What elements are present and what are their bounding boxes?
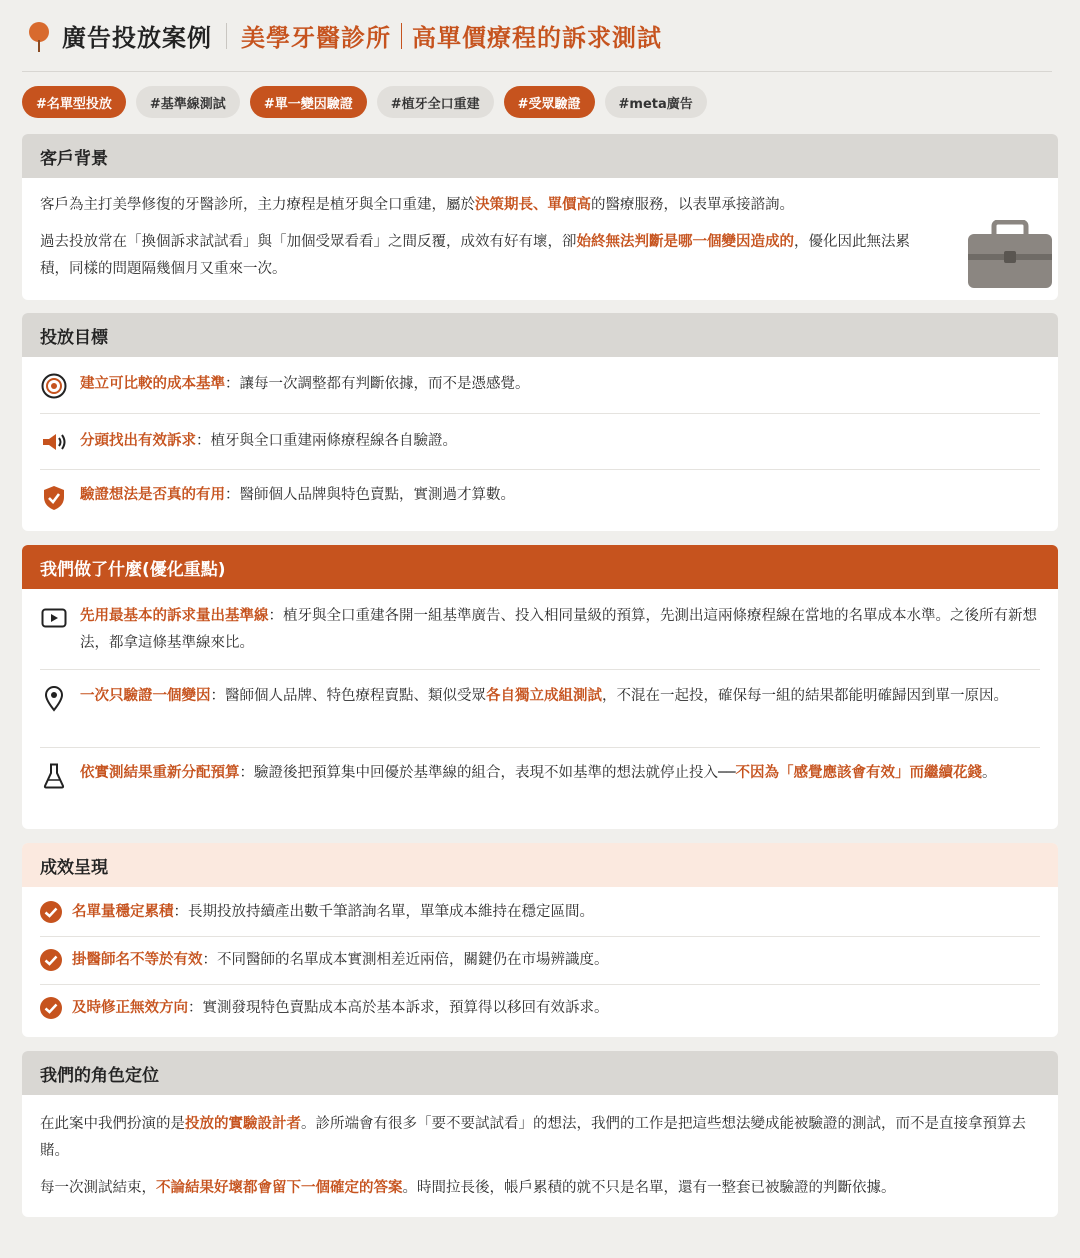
flask-icon: [40, 763, 68, 789]
check-circle-icon: [40, 901, 62, 923]
actions-heading: 我們做了什麼(優化重點): [22, 545, 1058, 589]
shield-check-icon: [40, 485, 68, 511]
tag-baseline-test[interactable]: #基準線測試: [136, 86, 240, 118]
action-item: 依實測結果重新分配預算：驗證後把預算集中回優於基準線的組合，表現不如基準的想法就停止投入──不因為「感覺應該會有效」而繼續花錢。: [40, 748, 1040, 828]
goal-item: 建立可比較的成本基準：讓每一次調整都有判斷依據，而不是憑感覺。: [40, 357, 1040, 414]
tag-lead-ads[interactable]: #名單型投放: [22, 86, 126, 118]
role-card: [22, 1051, 1058, 1217]
action-item: 先用最基本的訴求量出基準線：植牙與全口重建各開一組基準廣告、投入相同量級的預算，先測出這兩條療程線在當地的名單成本水準。之後所有新想法，都拿這條基準線來比。: [40, 589, 1040, 670]
goals-heading: 投放目標: [22, 313, 1058, 357]
page-title: 廣告投放案例: [62, 24, 212, 52]
results-heading: 成效呈現: [22, 843, 1058, 887]
role-paragraph-2: 每一次測試結束，不論結果好壞都會留下一個確定的答案。時間拉長後，帳戶累積的就不只是名單，還有一整套已被驗證的判斷依據。: [40, 1180, 896, 1196]
actions-card: [22, 545, 1058, 829]
result-item: 名單量穩定累積：長期投放持續產出數千筆諮詢名單，單筆成本維持在穩定區間。: [40, 887, 1040, 937]
client-name: 美學牙醫診所: [241, 24, 391, 52]
megaphone-icon: [40, 432, 68, 452]
action-item: 一次只驗證一個變因：醫師個人品牌、特色療程賣點、類似受眾各自獨立成組測試，不混在一起投，確保每一組的結果都能明確歸因到單一原因。: [40, 670, 1040, 748]
target-icon: [40, 373, 68, 399]
tag-audience-test[interactable]: #受眾驗證: [504, 86, 595, 118]
subtitle-divider: [401, 23, 402, 49]
video-play-icon: [40, 608, 68, 628]
tag-list: [22, 86, 1058, 118]
title-divider: [226, 23, 227, 49]
tag-implant[interactable]: #植牙全口重建: [377, 86, 494, 118]
case-topic: 高單價療程的訴求測試: [412, 24, 662, 52]
goal-item: 分頭找出有效訴求：植牙與全口重建兩條療程線各自驗證。: [40, 414, 1040, 470]
check-circle-icon: [40, 997, 62, 1019]
location-pin-icon: [40, 686, 68, 712]
results-card: [22, 843, 1058, 1037]
goal-item: 驗證想法是否真的有用：醫師個人品牌與特色賣點，實測過才算數。: [40, 470, 1040, 526]
briefcase-icon: [968, 220, 1052, 290]
role-heading: 我們的角色定位: [22, 1051, 1058, 1095]
background-heading: 客戶背景: [22, 134, 1058, 178]
tag-meta-ads[interactable]: #meta廣告: [605, 86, 707, 118]
tag-single-variable[interactable]: #單一變因驗證: [250, 86, 367, 118]
goals-card: [22, 313, 1058, 531]
check-circle-icon: [40, 949, 62, 971]
page-header: [22, 0, 1052, 72]
background-paragraph-1: 客戶為主打美學修復的牙醫診所，主力療程是植牙與全口重建，屬於決策期長、單價高的醫療服務，以表單承接諮詢。: [40, 197, 794, 213]
result-item: 及時修正無效方向：實測發現特色賣點成本高於基本訴求，預算得以移回有效訴求。: [40, 985, 1040, 1033]
role-paragraph-1: 在此案中我們扮演的是投放的實驗設計者。診所端會有很多「要不要試試看」的想法，我們的工作是把這些想法變成能被驗證的測試，而不是直接拿預算去賭。: [40, 1116, 1026, 1159]
map-pin-icon: [28, 20, 50, 52]
background-paragraph-2: 過去投放常在「換個訴求試試看」與「加個受眾看看」之間反覆，成效有好有壞，卻始終無法判斷是哪一個變因造成的，優化因此無法累積，同樣的問題隔幾個月又重來一次。: [40, 234, 910, 277]
background-card: [22, 134, 1058, 300]
result-item: 掛醫師名不等於有效：不同醫師的名單成本實測相差近兩倍，關鍵仍在市場辨識度。: [40, 937, 1040, 985]
